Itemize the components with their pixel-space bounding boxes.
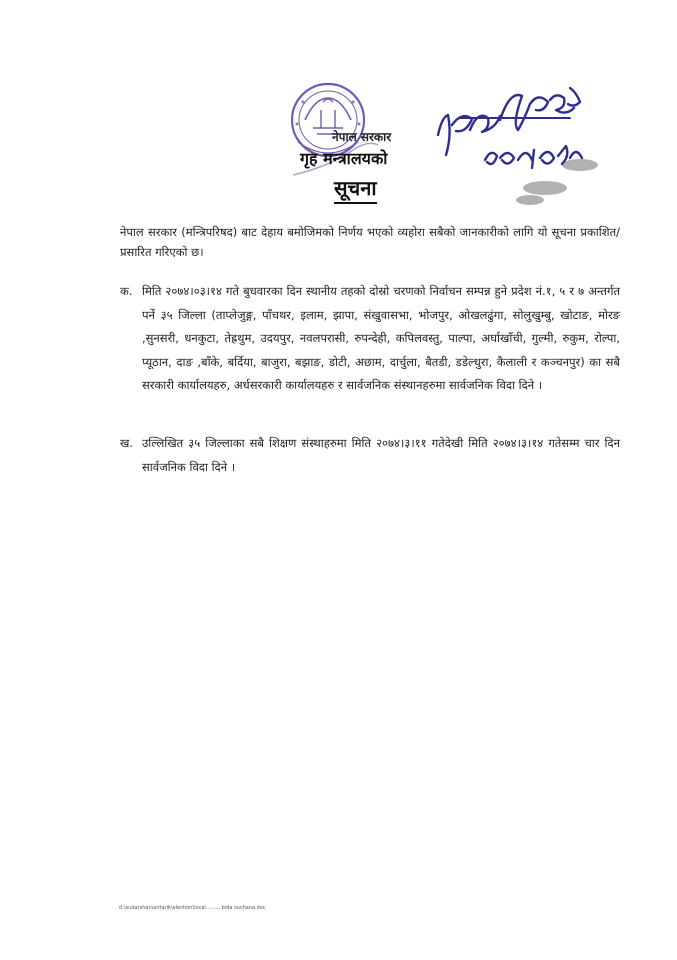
intro-paragraph: नेपाल सरकार (मन्त्रिपरिषद) बाट देहाय बमोजिमको निर्णय भएको व्यहोरा सबैको जानकारीको लागि यो सूचना प्रकाशित/प्रसारित गरिएको छ। — [120, 225, 620, 259]
footer-file-path: d:\sudarshan\antarik\election\local ........ bida suchana.doc — [119, 905, 266, 911]
list-item — [120, 432, 620, 479]
header-ministry: गृह मन्त्रालयको — [300, 149, 388, 168]
page-title: सूचना — [334, 174, 377, 204]
item-text: मिति २०७४।०३।१४ गते बुधवारका दिन स्थानीय तहको दोस्रो चरणको निर्वाचन सम्पन्न हुने प्रदेश नं.१, ५ र ७ अन्तर्गत पर्ने ३५ जिल्ला (ताप्लेजुङ्ग, पाँचथर, इलाम, झापा, संखुवासभा, भोजपुर, ओखलढुंगा, सोलुखुम्बु, खोटाङ, मोरङ ,सुनसरी, धनकुटा, तेह्रथुम, उदयपुर, नवलपरासी, रुपन्देही, कपिलवस्तु, पाल्पा, अर्घाखाँची, गुल्मी, रुकुम, रोल्पा, प्यूठान, दाङ ,बाँके, बर्दिया, बाजुरा, बझाङ, डोटी, अछाम, दार्चुला, बैतडी, डडेल्धुरा, कैलाली र कञ्चनपुर) का सबै सरकारी कार्यालयहरु, अर्धसरकारी कार्यालयहरु र सार्वजनिक संस्थानहरुमा सार्वजनिक विदा दिने । — [142, 284, 620, 392]
item-marker: ख. — [120, 436, 134, 450]
handwritten-signature-icon — [430, 80, 605, 210]
item-marker: क. — [120, 284, 133, 298]
list-item — [120, 280, 620, 398]
header-government: नेपाल सरकार — [332, 130, 392, 144]
item-text: उल्लिखित ३५ जिल्लाका सबै शिक्षण संस्थाहरुमा मिति २०७४।३।११ गतेदेखी मिति २०७४।३।१४ गतेसम्म चार दिन सार्वजनिक विदा दिने । — [142, 436, 620, 474]
